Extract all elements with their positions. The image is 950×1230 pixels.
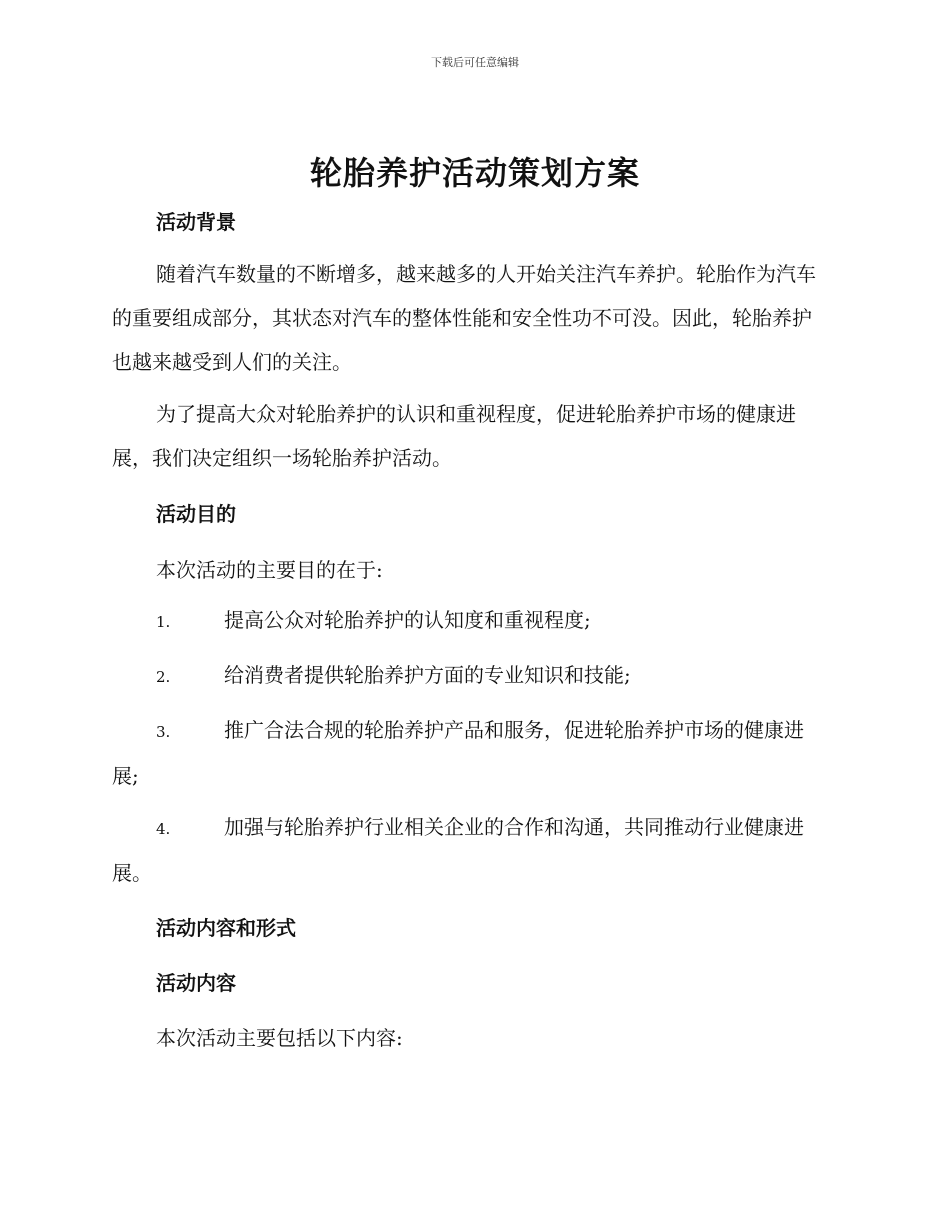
list-item-text: 推广合法合规的轮胎养护产品和服务，促进轮胎养护市场的健康进展; xyxy=(112,718,804,788)
section-heading-content-form: 活动内容和形式 xyxy=(156,916,296,940)
section-heading-background: 活动背景 xyxy=(156,210,236,234)
section-heading-content: 活动内容 xyxy=(156,971,236,995)
list-item xyxy=(112,598,830,644)
document-title: 轮胎养护活动策划方案 xyxy=(309,154,640,192)
list-item-number: 2. xyxy=(156,668,171,686)
content-intro: 本次活动主要包括以下内容: xyxy=(156,1026,403,1050)
header-note: 下载后可任意编辑 xyxy=(431,56,519,69)
list-item xyxy=(112,708,830,798)
background-paragraph-1: 随着汽车数量的不断增多，越来越多的人开始关注汽车养护。轮胎作为汽车的重要组成部分，其状态对汽车的整体性能和安全性功不可没。因此，轮胎养护也越来越受到人们的关注。 xyxy=(112,262,816,374)
list-item-text: 提高公众对轮胎养护的认知度和重视程度; xyxy=(224,608,591,632)
purpose-intro: 本次活动的主要目的在于: xyxy=(156,558,383,582)
list-item xyxy=(112,653,830,699)
background-paragraph-2: 为了提高大众对轮胎养护的认识和重视程度，促进轮胎养护市场的健康进展，我们决定组织一场轮胎养护活动。 xyxy=(112,402,796,470)
list-item-text: 给消费者提供轮胎养护方面的专业知识和技能; xyxy=(224,663,631,687)
list-item-number: 1. xyxy=(156,613,171,631)
section-heading-purpose: 活动目的 xyxy=(156,502,236,526)
list-item xyxy=(112,805,830,895)
list-item-text: 加强与轮胎养护行业相关企业的合作和沟通，共同推动行业健康进展。 xyxy=(112,815,804,885)
list-item-number: 4. xyxy=(156,820,171,838)
list-item-number: 3. xyxy=(156,723,171,741)
